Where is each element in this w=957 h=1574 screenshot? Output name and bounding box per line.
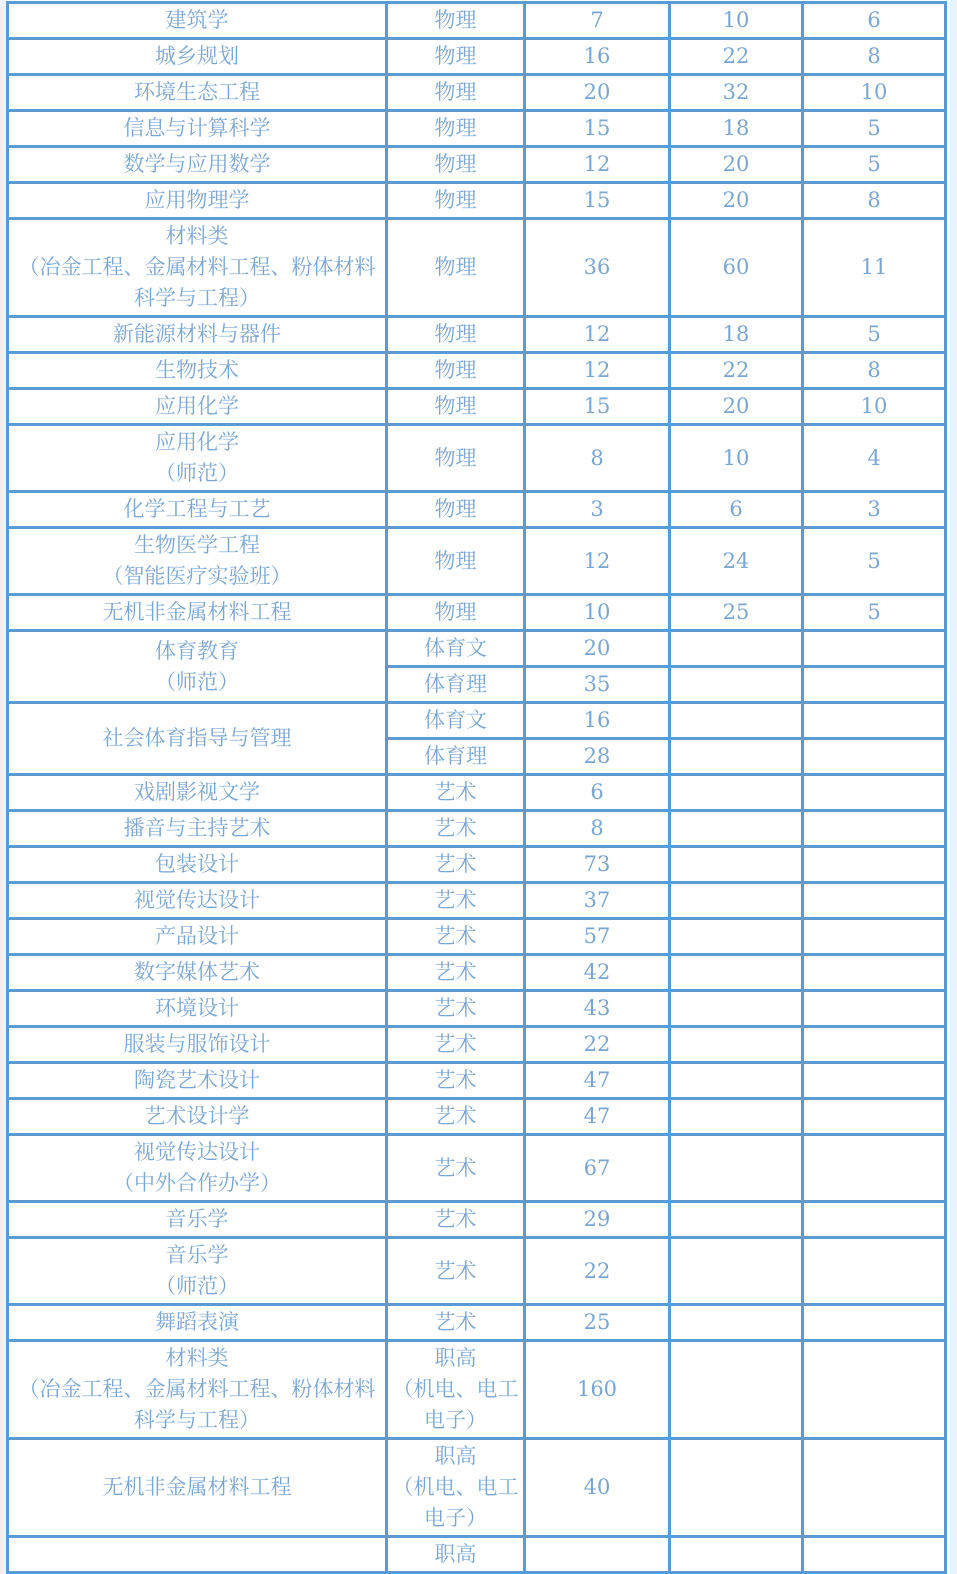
- plan-count-cell: 22: [525, 1027, 670, 1063]
- count-cell-3: [803, 1238, 946, 1305]
- table-row: [8, 183, 946, 219]
- plan-count-cell: 12: [525, 528, 670, 595]
- table-row: [8, 847, 946, 883]
- count-cell-2: 24: [670, 528, 803, 595]
- subject-cell: 艺术: [387, 1202, 525, 1238]
- major-cell: 信息与计算科学: [8, 111, 387, 147]
- plan-count-cell: 35: [525, 667, 670, 703]
- table-row: [8, 631, 946, 667]
- plan-count-cell: 15: [525, 183, 670, 219]
- plan-count-cell: 67: [525, 1135, 670, 1202]
- plan-count-cell: 10: [525, 595, 670, 631]
- count-cell-2: [670, 1099, 803, 1135]
- count-cell-2: 25: [670, 595, 803, 631]
- subject-cell: 职高 （机电、电工电子）: [387, 1341, 525, 1439]
- count-cell-3: [803, 1439, 946, 1537]
- count-cell-3: [803, 1099, 946, 1135]
- count-cell-2: [670, 739, 803, 775]
- count-cell-3: [803, 703, 946, 739]
- subject-cell: 物理: [387, 219, 525, 317]
- count-cell-3: [803, 847, 946, 883]
- subject-cell: 物理: [387, 111, 525, 147]
- count-cell-2: 10: [670, 3, 803, 39]
- major-cell: 产品设计: [8, 919, 387, 955]
- count-cell-2: [670, 1135, 803, 1202]
- count-cell-2: [670, 1238, 803, 1305]
- count-cell-3: 5: [803, 528, 946, 595]
- plan-count-cell: 16: [525, 39, 670, 75]
- table-row: [8, 703, 946, 739]
- plan-count-cell: 40: [525, 1439, 670, 1537]
- major-cell: 化学工程与工艺: [8, 492, 387, 528]
- subject-cell: 物理: [387, 183, 525, 219]
- table-row: [8, 528, 946, 595]
- plan-count-cell: 37: [525, 883, 670, 919]
- count-cell-2: [670, 919, 803, 955]
- count-cell-2: [670, 1027, 803, 1063]
- subject-cell: 艺术: [387, 1063, 525, 1099]
- plan-count-cell: 47: [525, 1063, 670, 1099]
- subject-cell: 艺术: [387, 919, 525, 955]
- table-body: [8, 3, 946, 1573]
- subject-cell: 物理: [387, 75, 525, 111]
- plan-count-cell: 73: [525, 847, 670, 883]
- major-cell: 数字媒体艺术: [8, 955, 387, 991]
- subject-cell: 物理: [387, 528, 525, 595]
- count-cell-2: 32: [670, 75, 803, 111]
- subject-cell: 物理: [387, 147, 525, 183]
- table-row: [8, 991, 946, 1027]
- table-row: [8, 1135, 946, 1202]
- table-row: [8, 1238, 946, 1305]
- table-row: [8, 811, 946, 847]
- major-cell: 环境生态工程: [8, 75, 387, 111]
- count-cell-3: 11: [803, 219, 946, 317]
- subject-cell: 艺术: [387, 847, 525, 883]
- count-cell-2: 60: [670, 219, 803, 317]
- plan-count-cell: 160: [525, 1341, 670, 1439]
- plan-count-cell: 16: [525, 703, 670, 739]
- subject-cell: 物理: [387, 3, 525, 39]
- count-cell-2: [670, 847, 803, 883]
- count-cell-2: 20: [670, 147, 803, 183]
- subject-cell: 物理: [387, 39, 525, 75]
- subject-cell: 物理: [387, 317, 525, 353]
- plan-count-cell: 3: [525, 492, 670, 528]
- count-cell-2: [670, 1305, 803, 1341]
- count-cell-3: [803, 667, 946, 703]
- count-cell-2: [670, 811, 803, 847]
- table-row: [8, 1341, 946, 1439]
- count-cell-2: 20: [670, 389, 803, 425]
- table-row: [8, 219, 946, 317]
- count-cell-2: [670, 775, 803, 811]
- major-cell: 生物医学工程 （智能医疗实验班）: [8, 528, 387, 595]
- major-cell: 无机非金属材料工程: [8, 1439, 387, 1537]
- count-cell-3: [803, 919, 946, 955]
- plan-count-cell: 15: [525, 389, 670, 425]
- count-cell-3: [803, 811, 946, 847]
- count-cell-3: [803, 1027, 946, 1063]
- table-row: [8, 1439, 946, 1537]
- major-cell: 音乐学: [8, 1202, 387, 1238]
- count-cell-3: 8: [803, 39, 946, 75]
- plan-count-cell: 42: [525, 955, 670, 991]
- subject-cell: 艺术: [387, 1027, 525, 1063]
- count-cell-2: [670, 955, 803, 991]
- plan-count-cell: 43: [525, 991, 670, 1027]
- count-cell-3: 5: [803, 111, 946, 147]
- major-cell: 材料类 （冶金工程、金属材料工程、粉体材料科学与工程）: [8, 219, 387, 317]
- major-cell: 数学与应用数学: [8, 147, 387, 183]
- count-cell-3: [803, 631, 946, 667]
- count-cell-2: 6: [670, 492, 803, 528]
- major-cell: 戏剧影视文学: [8, 775, 387, 811]
- count-cell-2: [670, 703, 803, 739]
- major-cell: 城乡规划: [8, 39, 387, 75]
- subject-cell: 体育文: [387, 631, 525, 667]
- plan-count-cell: 25: [525, 1305, 670, 1341]
- major-cell: 建筑学: [8, 3, 387, 39]
- plan-count-cell: 8: [525, 811, 670, 847]
- count-cell-2: 18: [670, 111, 803, 147]
- count-cell-3: 10: [803, 75, 946, 111]
- major-cell: 服装与服饰设计: [8, 1027, 387, 1063]
- subject-cell: 物理: [387, 595, 525, 631]
- subject-cell: 艺术: [387, 1305, 525, 1341]
- table-row: [8, 1027, 946, 1063]
- table-row: [8, 919, 946, 955]
- table-row: [8, 775, 946, 811]
- count-cell-3: [803, 1063, 946, 1099]
- table-row: [8, 595, 946, 631]
- plan-count-cell: 6: [525, 775, 670, 811]
- plan-count-cell: 12: [525, 147, 670, 183]
- major-cell: 材料类 （冶金工程、金属材料工程、粉体材料科学与工程）: [8, 1341, 387, 1439]
- table-row: [8, 955, 946, 991]
- count-cell-3: 4: [803, 425, 946, 492]
- major-cell: 包装设计: [8, 847, 387, 883]
- major-cell: 陶瓷艺术设计: [8, 1063, 387, 1099]
- count-cell-3: 8: [803, 183, 946, 219]
- plan-count-cell: 20: [525, 75, 670, 111]
- major-cell: 新能源材料与器件: [8, 317, 387, 353]
- subject-cell: 艺术: [387, 775, 525, 811]
- major-cell: 体育教育 （师范）: [8, 631, 387, 703]
- table-row: [8, 317, 946, 353]
- major-cell: 艺术设计学: [8, 1099, 387, 1135]
- subject-cell: 职高: [387, 1537, 525, 1573]
- enrollment-plan-table: [6, 1, 947, 1574]
- subject-cell: 艺术: [387, 811, 525, 847]
- table-row: [8, 1063, 946, 1099]
- count-cell-3: 10: [803, 389, 946, 425]
- count-cell-2: [670, 1341, 803, 1439]
- table-row: [8, 39, 946, 75]
- subject-cell: 艺术: [387, 1238, 525, 1305]
- subject-cell: 物理: [387, 492, 525, 528]
- count-cell-2: [670, 883, 803, 919]
- major-cell: 应用物理学: [8, 183, 387, 219]
- subject-cell: 职高 （机电、电工电子）: [387, 1439, 525, 1537]
- subject-cell: 物理: [387, 389, 525, 425]
- table-row: [8, 75, 946, 111]
- subject-cell: 艺术: [387, 1135, 525, 1202]
- table-row: [8, 389, 946, 425]
- major-cell: 音乐学 （师范）: [8, 1238, 387, 1305]
- major-cell: 社会体育指导与管理: [8, 703, 387, 775]
- table-row: [8, 492, 946, 528]
- count-cell-2: 20: [670, 183, 803, 219]
- count-cell-3: [803, 883, 946, 919]
- plan-count-cell: 36: [525, 219, 670, 317]
- major-cell: 环境设计: [8, 991, 387, 1027]
- major-cell: 生物技术: [8, 353, 387, 389]
- plan-count-cell: 12: [525, 353, 670, 389]
- count-cell-2: 10: [670, 425, 803, 492]
- major-cell: 应用化学: [8, 389, 387, 425]
- table-row: [8, 3, 946, 39]
- count-cell-2: [670, 1202, 803, 1238]
- subject-cell: 体育理: [387, 667, 525, 703]
- count-cell-3: 5: [803, 595, 946, 631]
- plan-count-cell: 47: [525, 1099, 670, 1135]
- count-cell-2: 22: [670, 353, 803, 389]
- count-cell-3: 5: [803, 147, 946, 183]
- table-row: [8, 353, 946, 389]
- table-row: [8, 1099, 946, 1135]
- major-cell: 舞蹈表演: [8, 1305, 387, 1341]
- count-cell-3: [803, 955, 946, 991]
- subject-cell: 艺术: [387, 883, 525, 919]
- count-cell-3: [803, 739, 946, 775]
- plan-count-cell: 29: [525, 1202, 670, 1238]
- count-cell-3: 6: [803, 3, 946, 39]
- count-cell-2: [670, 1439, 803, 1537]
- count-cell-3: 3: [803, 492, 946, 528]
- plan-count-cell: 28: [525, 739, 670, 775]
- table-row: [8, 425, 946, 492]
- count-cell-2: 22: [670, 39, 803, 75]
- count-cell-3: [803, 991, 946, 1027]
- major-cell: 应用化学 （师范）: [8, 425, 387, 492]
- table-row: [8, 111, 946, 147]
- count-cell-3: [803, 1341, 946, 1439]
- count-cell-3: 8: [803, 353, 946, 389]
- plan-count-cell: 22: [525, 1238, 670, 1305]
- subject-cell: 物理: [387, 425, 525, 492]
- enrollment-table-container: [6, 0, 950, 1574]
- major-cell: 无机非金属材料工程: [8, 595, 387, 631]
- table-row: [8, 883, 946, 919]
- count-cell-2: [670, 667, 803, 703]
- plan-count-cell: 57: [525, 919, 670, 955]
- count-cell-3: [803, 775, 946, 811]
- major-cell: 视觉传达设计: [8, 883, 387, 919]
- count-cell-2: [670, 991, 803, 1027]
- table-row: [8, 1202, 946, 1238]
- count-cell-2: [670, 1063, 803, 1099]
- count-cell-3: [803, 1202, 946, 1238]
- major-cell: 播音与主持艺术: [8, 811, 387, 847]
- plan-count-cell: 8: [525, 425, 670, 492]
- plan-count-cell: 15: [525, 111, 670, 147]
- major-cell: 视觉传达设计 （中外合作办学）: [8, 1135, 387, 1202]
- table-row: [8, 1305, 946, 1341]
- count-cell-3: [803, 1135, 946, 1202]
- count-cell-2: 18: [670, 317, 803, 353]
- plan-count-cell: 7: [525, 3, 670, 39]
- table-row: [8, 147, 946, 183]
- plan-count-cell: 12: [525, 317, 670, 353]
- count-cell-3: [803, 1305, 946, 1341]
- plan-count-cell: 20: [525, 631, 670, 667]
- count-cell-3: 5: [803, 317, 946, 353]
- subject-cell: 体育理: [387, 739, 525, 775]
- subject-cell: 物理: [387, 353, 525, 389]
- subject-cell: 艺术: [387, 955, 525, 991]
- subject-cell: 艺术: [387, 1099, 525, 1135]
- subject-cell: 体育文: [387, 703, 525, 739]
- count-cell-2: [670, 631, 803, 667]
- subject-cell: 艺术: [387, 991, 525, 1027]
